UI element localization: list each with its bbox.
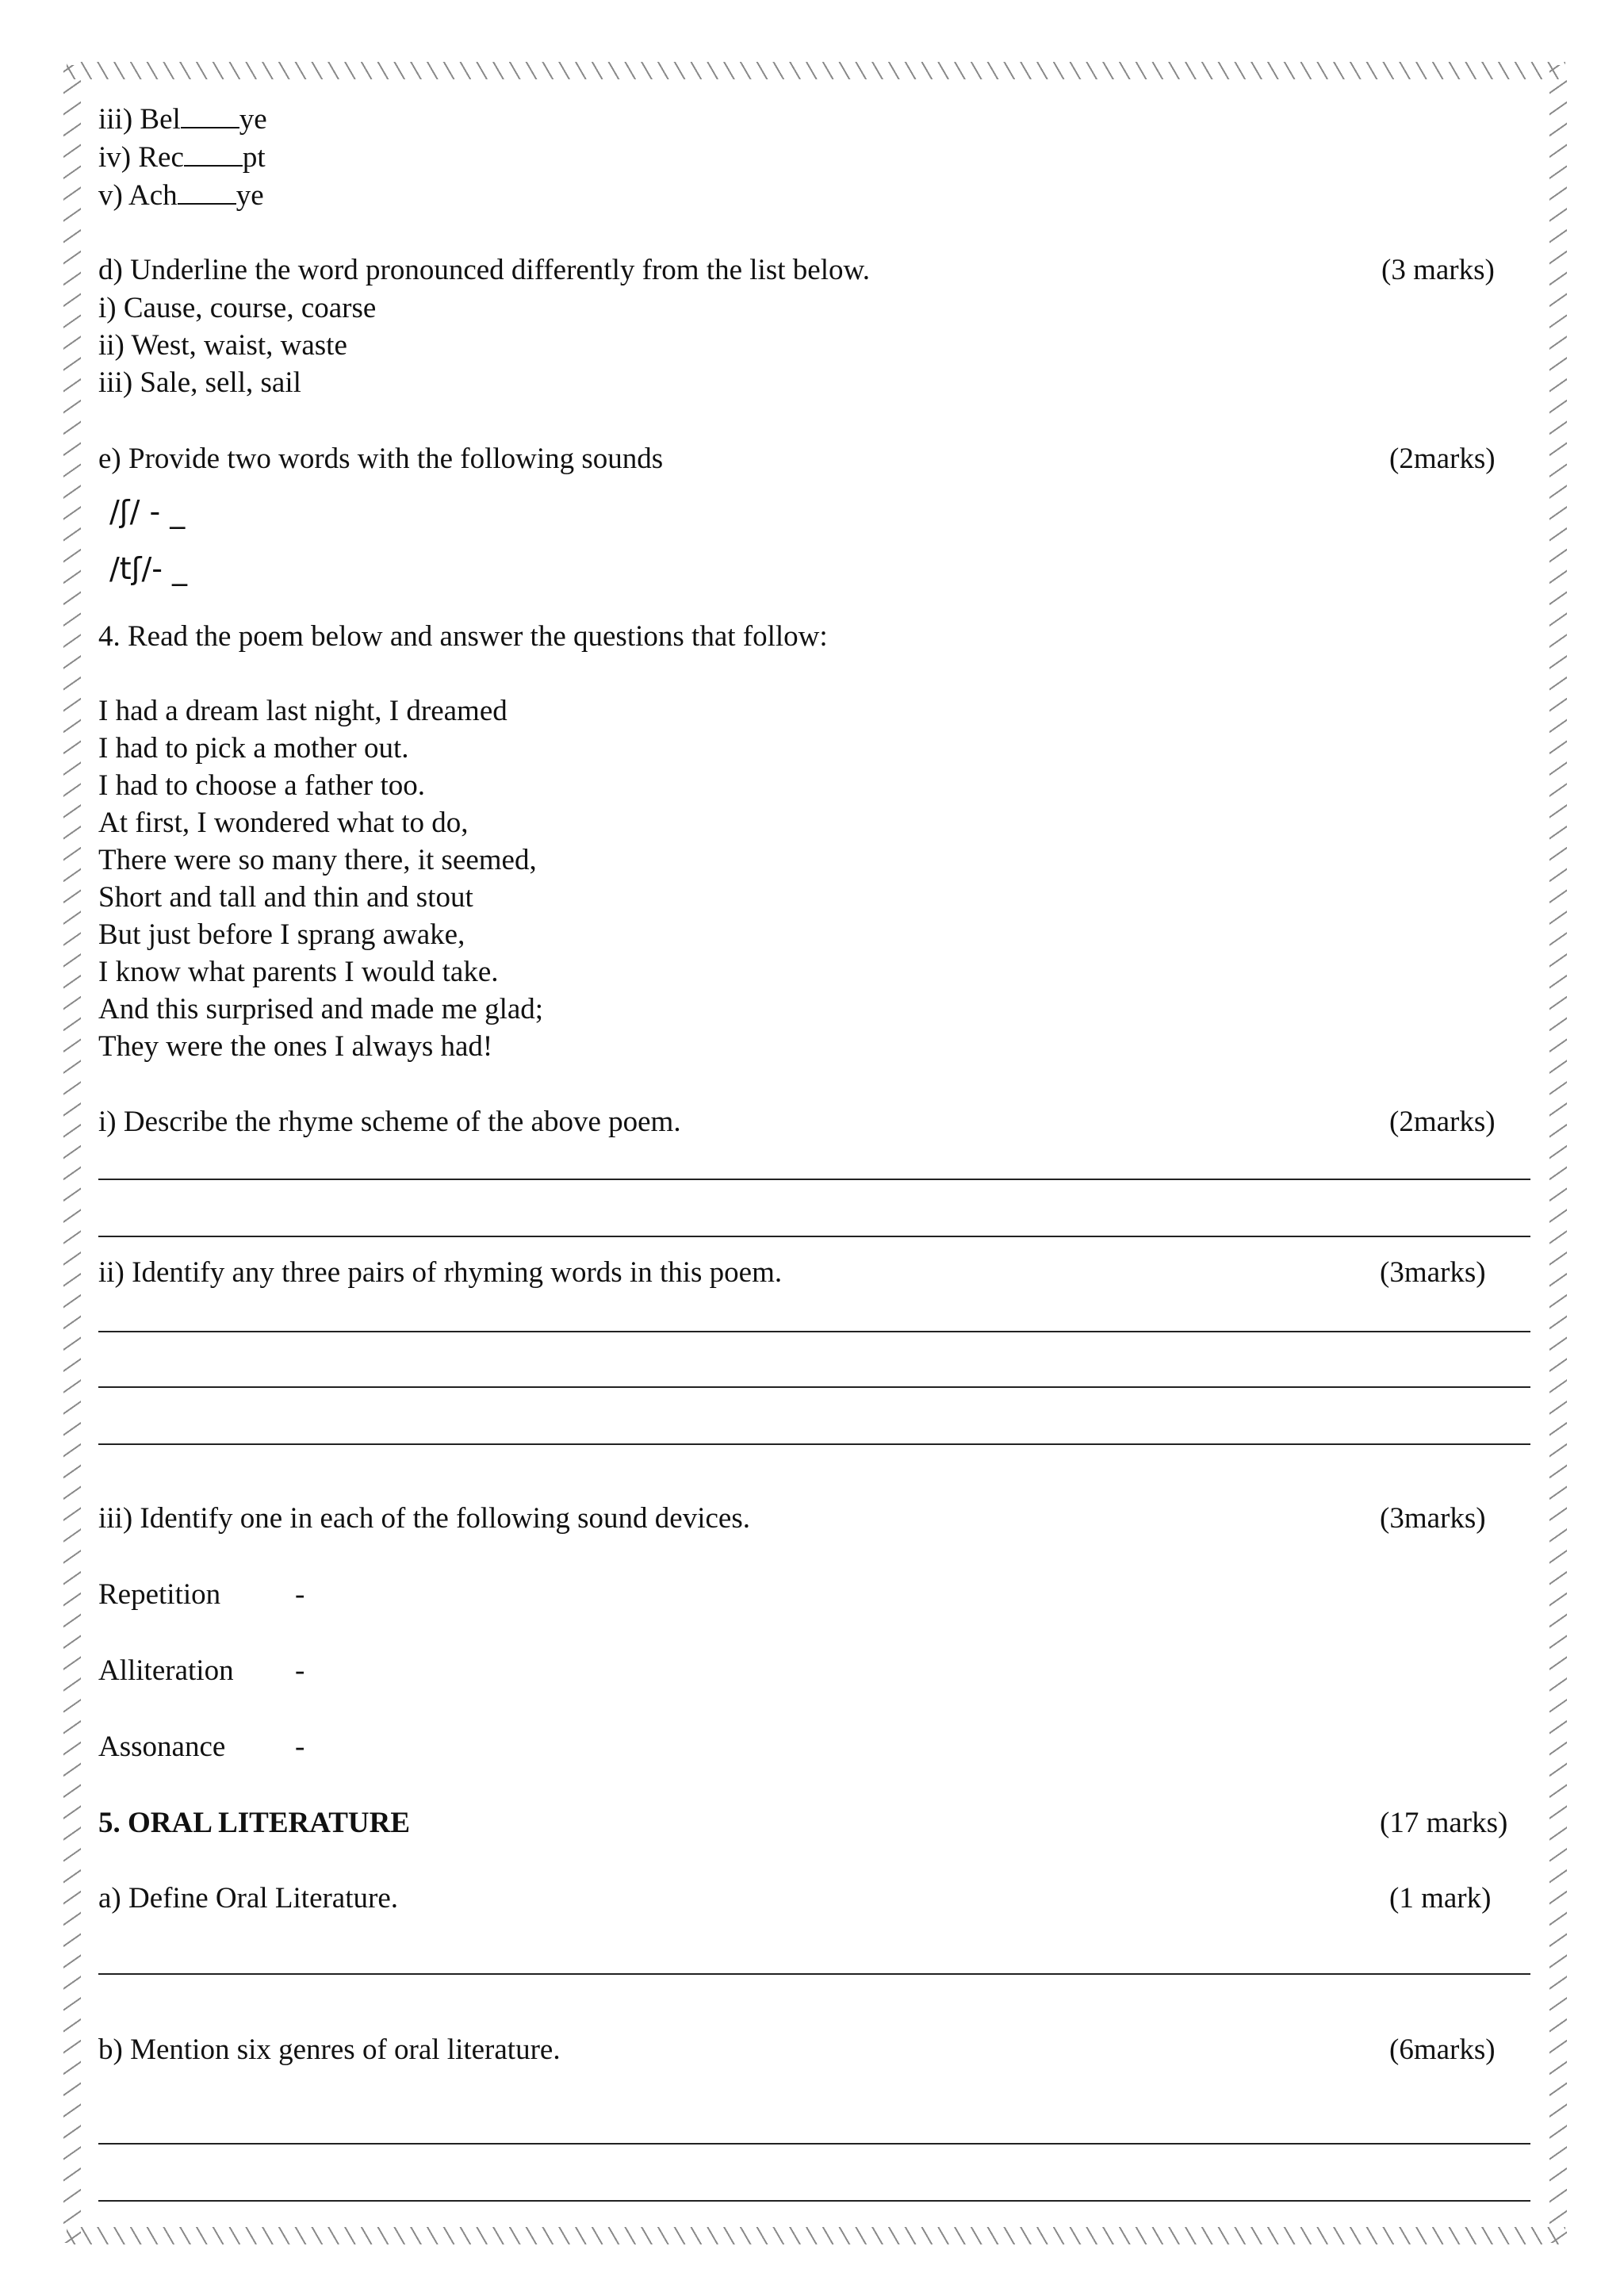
- sound-device-dash: -: [295, 1578, 305, 1611]
- question-3d-item: ii) West, waist, waste: [98, 329, 347, 362]
- question-4i-prompt: i) Describe the rhyme scheme of the above poem.: [98, 1106, 681, 1138]
- answer-line[interactable]: [98, 2200, 1530, 2202]
- poem-line: I had a dream last night, I dreamed: [98, 695, 508, 727]
- page-border-bottom: [67, 2227, 1565, 2244]
- fill-blank[interactable]: [184, 141, 243, 167]
- question-4-prompt: 4. Read the poem below and answer the questions that follow:: [98, 620, 828, 653]
- question-5b-prompt: b) Mention six genres of oral literature.: [98, 2033, 561, 2066]
- poem-line: They were the ones I always had!: [98, 1030, 493, 1063]
- poem-line: And this surprised and made me glad;: [98, 993, 544, 1025]
- answer-line[interactable]: [98, 1386, 1530, 1388]
- question-4iii-marks: (3marks): [1380, 1502, 1486, 1535]
- question-3d-prompt: d) Underline the word pronounced differently from the list below.: [98, 254, 871, 286]
- question-4ii-prompt: ii) Identify any three pairs of rhyming words in this poem.: [98, 1256, 783, 1289]
- question-3d-item: iii) Sale, sell, sail: [98, 366, 301, 399]
- fill-blank[interactable]: [178, 179, 236, 205]
- answer-line[interactable]: [98, 1179, 1530, 1180]
- poem-line: But just before I sprang awake,: [98, 918, 465, 951]
- sound-device-label: Repetition: [98, 1578, 221, 1611]
- phonetic-sound-ch: /tʃ/- _: [109, 551, 188, 586]
- question-5b-marks: (6marks): [1389, 2033, 1496, 2066]
- question-4iii-prompt: iii) Identify one in each of the following sound devices.: [98, 1502, 751, 1535]
- question-4i-marks: (2marks): [1389, 1106, 1496, 1138]
- page-border-top: [67, 62, 1565, 79]
- page-border-right: [1549, 65, 1567, 2243]
- answer-line[interactable]: [98, 1236, 1530, 1237]
- question-3d-marks: (3 marks): [1381, 254, 1495, 286]
- sound-device-dash: -: [295, 1731, 305, 1763]
- answer-line[interactable]: [98, 1973, 1530, 1975]
- page-border-left: [63, 65, 81, 2243]
- answer-line[interactable]: [98, 1331, 1530, 1332]
- question-5a-marks: (1 mark): [1389, 1882, 1492, 1915]
- question-3d-item: i) Cause, course, coarse: [98, 292, 377, 324]
- sound-device-dash: -: [295, 1654, 305, 1687]
- spelling-item: iv) Rec pt: [98, 141, 266, 174]
- question-4ii-marks: (3marks): [1380, 1256, 1486, 1289]
- section-5-marks: (17 marks): [1380, 1807, 1508, 1839]
- sound-device-label: Alliteration: [98, 1654, 234, 1687]
- poem-line: At first, I wondered what to do,: [98, 807, 469, 839]
- poem-line: I had to pick a mother out.: [98, 732, 409, 765]
- poem-line: Short and tall and thin and stout: [98, 881, 473, 914]
- sound-device-label: Assonance: [98, 1731, 226, 1763]
- answer-line[interactable]: [98, 1443, 1530, 1445]
- section-5-heading: 5. ORAL LITERATURE: [98, 1807, 411, 1839]
- question-3e-marks: (2marks): [1389, 443, 1496, 475]
- fill-blank[interactable]: [181, 103, 239, 128]
- spelling-item: iii) Bel ye: [98, 103, 267, 136]
- poem-line: I had to choose a father too.: [98, 769, 425, 802]
- question-3e-prompt: e) Provide two words with the following sounds: [98, 443, 664, 475]
- spelling-item: v) Ach ye: [98, 179, 264, 212]
- question-5a-prompt: a) Define Oral Literature.: [98, 1882, 399, 1915]
- phonetic-sound-sh: /ʃ/ - _: [109, 494, 186, 529]
- poem-line: I know what parents I would take.: [98, 956, 499, 988]
- answer-line[interactable]: [98, 2143, 1530, 2145]
- poem-line: There were so many there, it seemed,: [98, 844, 537, 876]
